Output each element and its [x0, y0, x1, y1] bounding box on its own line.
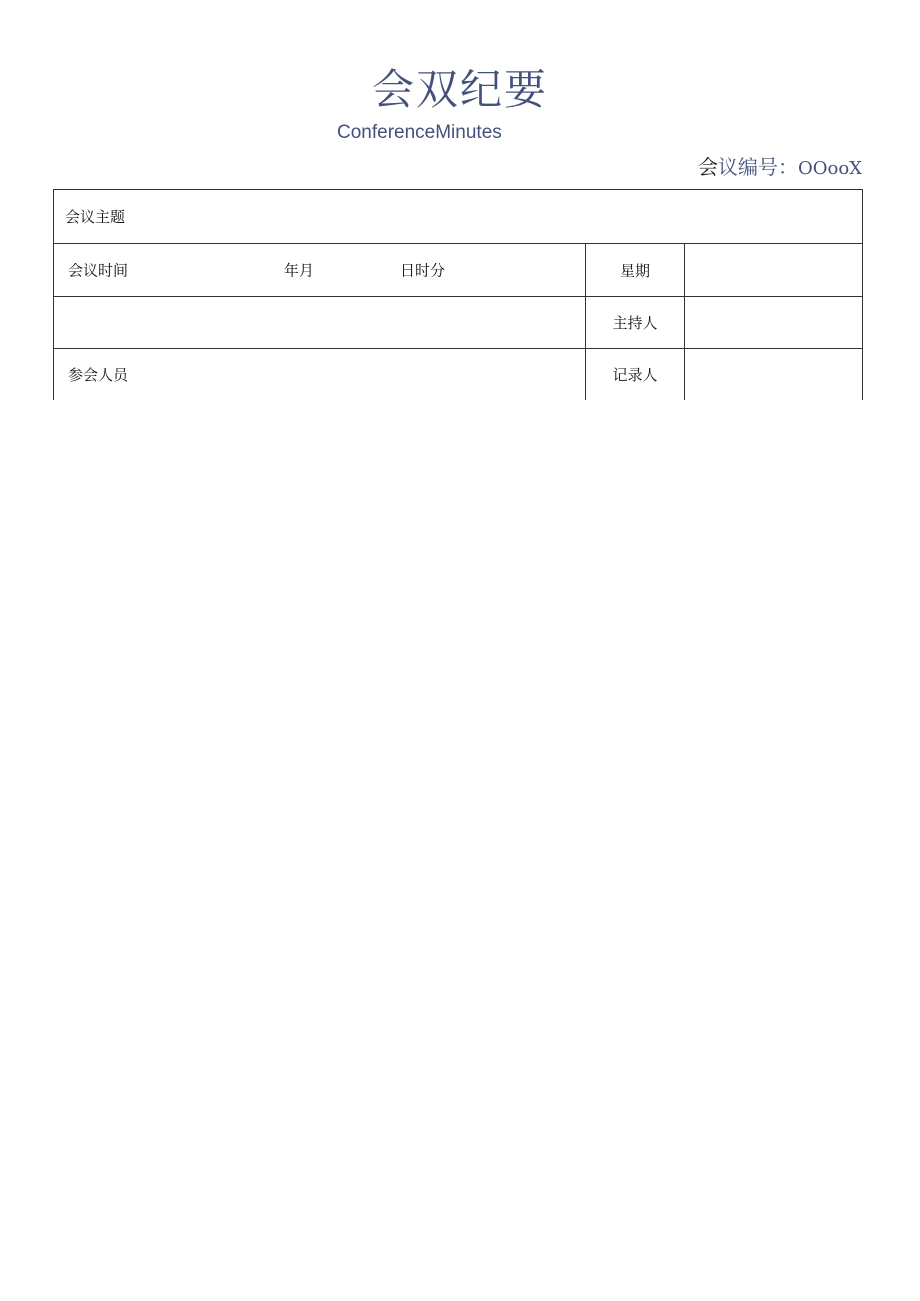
time-label: 会议时间 — [68, 261, 129, 280]
meeting-number-label: 议编号： — [717, 155, 798, 179]
weekday-value-cell[interactable] — [685, 244, 863, 297]
topic-label: 会议主题 — [65, 208, 126, 226]
topic-cell[interactable] — [54, 190, 863, 244]
table-row-topic — [54, 190, 863, 244]
meeting-number-value: OOooX — [797, 158, 862, 179]
table-row-attendees — [54, 349, 863, 401]
recorder-label: 记录人 — [612, 366, 658, 384]
minutes-table — [53, 189, 863, 400]
table-row-host — [54, 297, 863, 349]
weekday-label-cell — [586, 244, 685, 297]
host-label-cell — [586, 297, 685, 349]
host-value-cell[interactable] — [685, 297, 863, 349]
host-label: 主持人 — [612, 314, 658, 332]
meeting-number-lead: 会 — [697, 155, 718, 179]
document-subtitle: ConferenceMinutes — [337, 122, 502, 143]
weekday-label: 星期 — [619, 261, 650, 280]
attendees-label: 参会人员 — [68, 366, 129, 384]
empty-cell[interactable] — [54, 297, 586, 349]
time-day-hour-minute: 日时分 — [400, 261, 446, 280]
meeting-number — [698, 153, 862, 183]
time-cell[interactable] — [54, 244, 586, 297]
attendees-cell[interactable] — [54, 349, 586, 401]
document-title: 会双纪要 — [371, 65, 548, 114]
time-year-month: 年月 — [284, 261, 315, 280]
recorder-value-cell[interactable] — [685, 349, 863, 401]
recorder-label-cell — [586, 349, 685, 401]
table-row-time — [54, 244, 863, 297]
